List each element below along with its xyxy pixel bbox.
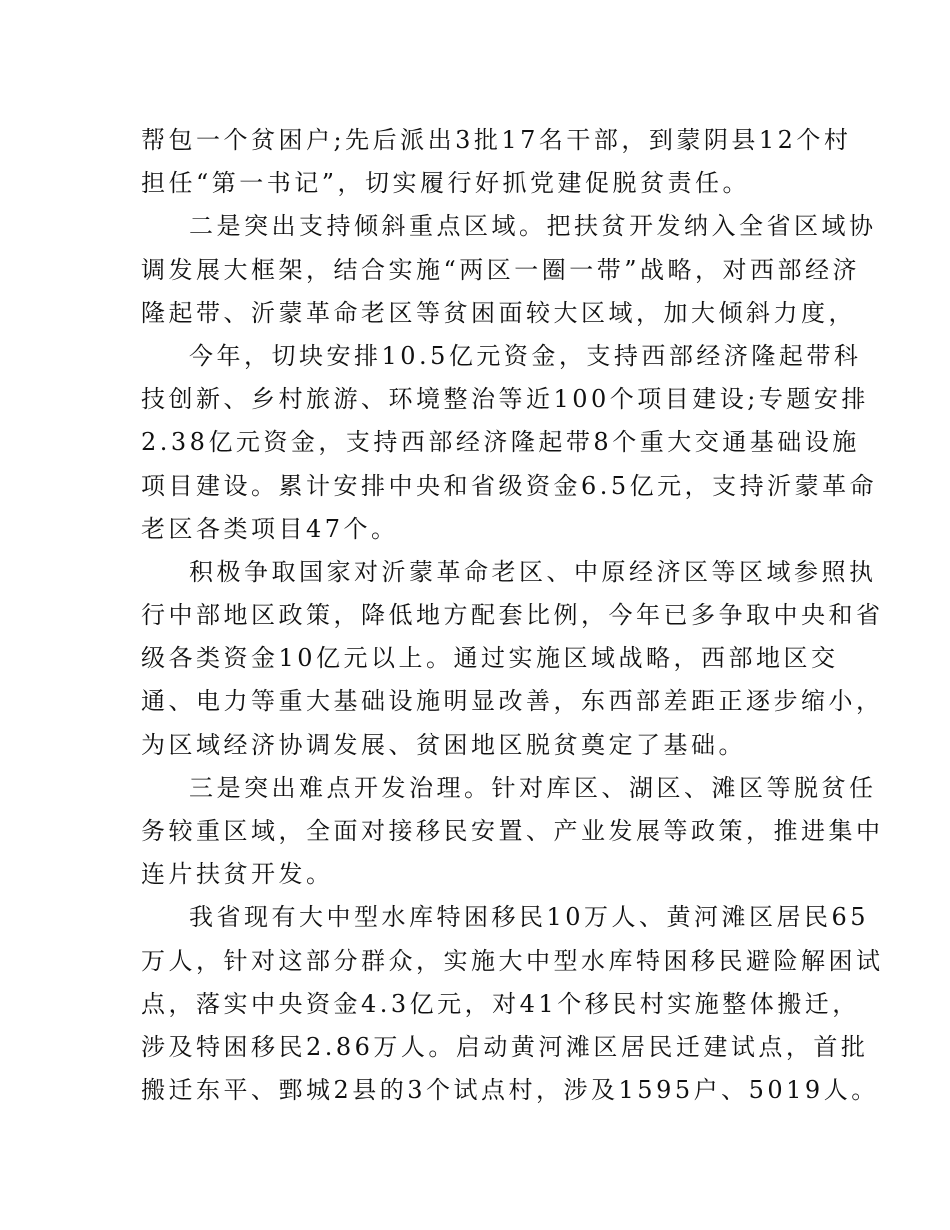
paragraph-start-line: 今年，切块安排10.5亿元资金，支持西部经济隆起带科: [189, 341, 862, 370]
paragraph-start-line: 我省现有大中型水库特困移民10万人、黄河滩区居民65: [189, 903, 870, 932]
text-line: 为区域经济协调发展、贫困地区脱贫奠定了基础。: [141, 730, 746, 759]
text-line: 万人，针对这部分群众，实施大中型水库特困移民避险解困试: [141, 946, 884, 975]
body-text: [141, 119, 884, 1112]
text-line: 2.38亿元资金，支持西部经济隆起带8个重大交通基础设施: [141, 428, 860, 457]
text-line: 务较重区域，全面对接移民安置、产业发展等政策，推进集中: [141, 817, 884, 845]
text-line: 搬迁东平、鄄城2县的3个试点村，涉及1595户、5019人。: [141, 1076, 879, 1105]
text-line: 涉及特困移民2.86万人。启动黄河滩区居民迁建试点，首批: [141, 1032, 869, 1061]
text-line: 技创新、乡村旅游、环境整治等近100个项目建设;专题安排: [141, 385, 869, 414]
paragraph-start-line: 积极争取国家对沂蒙革命老区、中原经济区等区域参照执: [189, 557, 877, 586]
text-line: 调发展大框架，结合实施“两区一圈一带”战略，对西部经济: [141, 255, 861, 284]
text-line: 行中部地区政策，降低地方配套比例，今年已多争取中央和省: [141, 601, 884, 630]
paragraph-start-line: 三是突出难点开发治理。针对库区、湖区、滩区等脱贫任: [189, 773, 877, 802]
text-line: 通、电力等重大基础设施明显改善，东西部差距正逐步缩小，: [141, 687, 884, 716]
text-line: 担任“第一书记”，切实履行好抓党建促脱贫责任。: [141, 169, 751, 198]
text-line: 帮包一个贫困户;先后派出3批17名干部，到蒙阴县12个村: [141, 126, 852, 154]
text-line: 隆起带、沂蒙革命老区等贫困面较大区域，加大倾斜力度，: [141, 298, 856, 327]
text-line: 点，落实中央资金4.3亿元，对41个移民村实施整体搬迁，: [141, 989, 860, 1018]
text-line: 级各类资金10亿元以上。通过实施区域战略，西部地区交: [141, 644, 839, 673]
text-line: 连片扶贫开发。: [141, 860, 334, 889]
text-line: 老区各类项目47个。: [141, 514, 399, 543]
text-line: 项目建设。累计安排中央和省级资金6.5亿元，支持沂蒙革命: [141, 471, 878, 500]
paragraph-start-line: 二是突出支持倾斜重点区域。把扶贫开发纳入全省区域协: [189, 212, 877, 241]
